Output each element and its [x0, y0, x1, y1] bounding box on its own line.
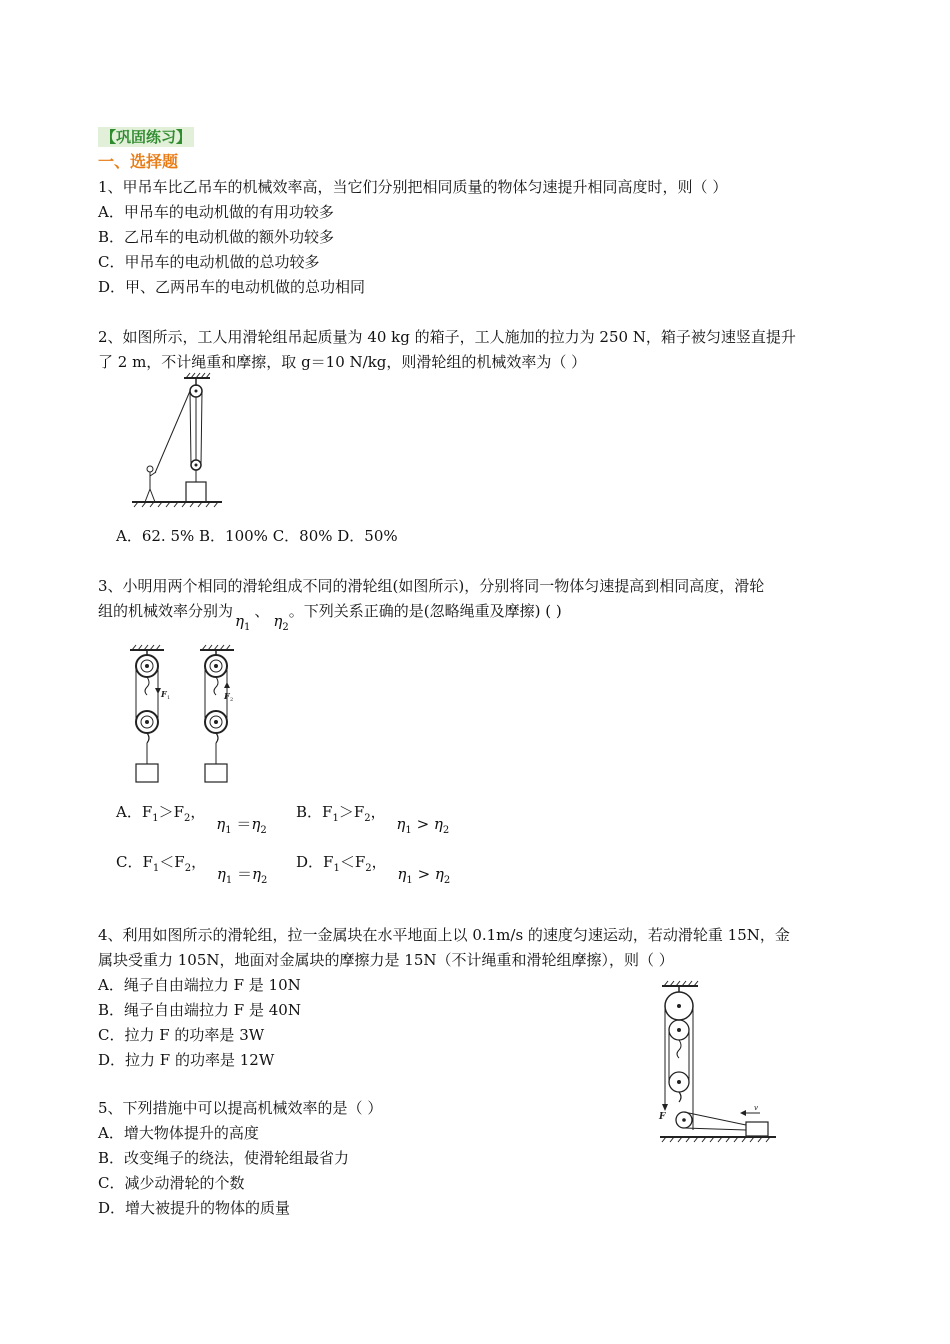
q3-eta-sep: 、 [254, 602, 270, 620]
q4-figure-pulley-block [656, 980, 780, 1146]
q2-figure-pulley-worker [128, 372, 228, 512]
eta-sub: 2 [260, 825, 267, 836]
q3-option-c-label: C．F [116, 853, 153, 871]
q3-fig-label-f1: F [161, 689, 167, 699]
subscript: 2 [364, 813, 371, 824]
q5-option-b: B．改变绳子的绕法，使滑轮组最省力 [98, 1149, 350, 1167]
q4-option-a: A．绳子自由端拉力 F 是 10N [98, 976, 301, 994]
eta-relation: > [416, 815, 430, 833]
section-title: 一、选择题 [98, 152, 179, 171]
relation: ＜F [159, 853, 185, 871]
q3-stem-line2-a: 组的机械效率分别为 [98, 602, 234, 620]
eta-sub: 2 [442, 825, 450, 836]
q1-option-a: A．甲吊车的电动机做的有用功较多 [98, 203, 334, 221]
eta-sub: 2 [282, 622, 289, 633]
eta-symbol: η [235, 612, 245, 630]
eta-sub: 2 [261, 875, 268, 886]
subscript: 1 [152, 813, 159, 824]
q3-option-b-label: B．F [296, 803, 333, 821]
q3-fig-label-f2-sub: 2 [230, 697, 234, 703]
q1-option-d: D．甲、乙两吊车的电动机做的总功相同 [98, 278, 366, 296]
subscript: 1 [332, 813, 339, 824]
comma: ， [371, 853, 387, 871]
comma: ， [370, 803, 386, 821]
q2-stem-line1: 2、如图所示，工人用滑轮组吊起质量为 40 kg 的箱子，工人施加的拉力为 250 N，箱子被匀速竖直提升 [98, 328, 796, 346]
q5-option-d: D．增大被提升的物体的质量 [98, 1199, 291, 1217]
eta-symbol: η [273, 612, 283, 630]
eta-symbol: η [216, 865, 226, 883]
eta-sub: 1 [225, 875, 233, 886]
eta-relation: ＝ [237, 865, 253, 883]
eta-sub: 1 [244, 622, 251, 633]
q5-stem: 5、下列措施中可以提高机械效率的是（ ） [98, 1099, 383, 1117]
q3-option-a-label: A．F [116, 803, 153, 821]
relation: ＜F [339, 853, 366, 871]
q5-option-c: C．减少动滑轮的个数 [98, 1174, 245, 1192]
q1-option-b: B．乙吊车的电动机做的额外功较多 [98, 228, 335, 246]
section-tag: 【巩固练习】 [98, 127, 194, 147]
q1-option-c: C．甲吊车的电动机做的总功较多 [98, 253, 320, 271]
comma: ， [191, 853, 207, 871]
eta-sub: 1 [225, 825, 232, 836]
subscript: 2 [184, 863, 192, 874]
eta-sub: 1 [405, 825, 412, 836]
q3-figure-pulley-pair [124, 644, 244, 786]
q4-stem-line2: 属块受重力 105N，地面对金属块的摩擦力是 15N（不计绳重和滑轮组摩擦），则（ ） [98, 951, 674, 969]
q3-stem-line2 [98, 601, 562, 633]
eta-symbol: η [397, 865, 407, 883]
q3-option-a [116, 802, 267, 836]
q3-stem-line1: 3、小明用两个相同的滑轮组成不同的滑轮组(如图所示)，分别将同一物体匀速提高到相同高度，滑轮 [98, 577, 765, 595]
q2-stem-line2: 了 2 m，不计绳重和摩擦，取 g＝10 N/kg，则滑轮组的机械效率为（ ） [98, 353, 587, 371]
subscript: 2 [184, 813, 191, 824]
relation: ＞F [338, 803, 365, 821]
q4-stem-line1: 4、利用如图所示的滑轮组，拉一金属块在水平地面上以 0.1m/s 的速度匀速运动，若动滑轮重 15N，金 [98, 926, 790, 944]
comma: ， [190, 803, 206, 821]
q1-stem: 1、甲吊车比乙吊车的机械效率高，当它们分别把相同质量的物体匀速提升相同高度时，则（ ） [98, 178, 728, 196]
q3-option-d [296, 852, 451, 886]
eta-sub: 1 [406, 875, 413, 886]
q4-option-b: B．绳子自由端拉力 F 是 40N [98, 1001, 301, 1019]
relation: ＞F [158, 803, 185, 821]
subscript: 2 [365, 863, 372, 874]
q3-option-d-label: D．F [296, 853, 334, 871]
q3-stem-line2-b: 。下列关系正确的是(忽略绳重及摩擦) ( ) [288, 602, 562, 620]
eta-sub: 2 [443, 875, 451, 886]
q2-options: A．62. 5% B．100% C．80% D．50% [116, 527, 398, 545]
eta-symbol: η [396, 815, 406, 833]
q4-option-c: C．拉力 F 的功率是 3W [98, 1026, 265, 1044]
q3-fig-label-f1-sub: 1 [167, 695, 171, 701]
eta-symbol: η [216, 815, 226, 833]
q3-option-b [296, 802, 450, 836]
eta-symbol: η [251, 815, 261, 833]
subscript: 1 [333, 863, 340, 874]
eta-symbol: η [433, 815, 443, 833]
q4-option-d: D．拉力 F 的功率是 12W [98, 1051, 275, 1069]
eta-symbol: η [252, 865, 262, 883]
eta-relation: > [417, 865, 431, 883]
eta-symbol: η [434, 865, 444, 883]
q4-fig-label-v: v [754, 1104, 758, 1112]
q5-option-a: A．增大物体提升的高度 [98, 1124, 259, 1142]
subscript: 1 [152, 863, 160, 874]
eta-relation: ＝ [236, 815, 252, 833]
q3-fig-label-f2: F [224, 691, 230, 701]
q3-option-c [116, 852, 268, 886]
q4-fig-label-f: F [659, 1112, 666, 1122]
